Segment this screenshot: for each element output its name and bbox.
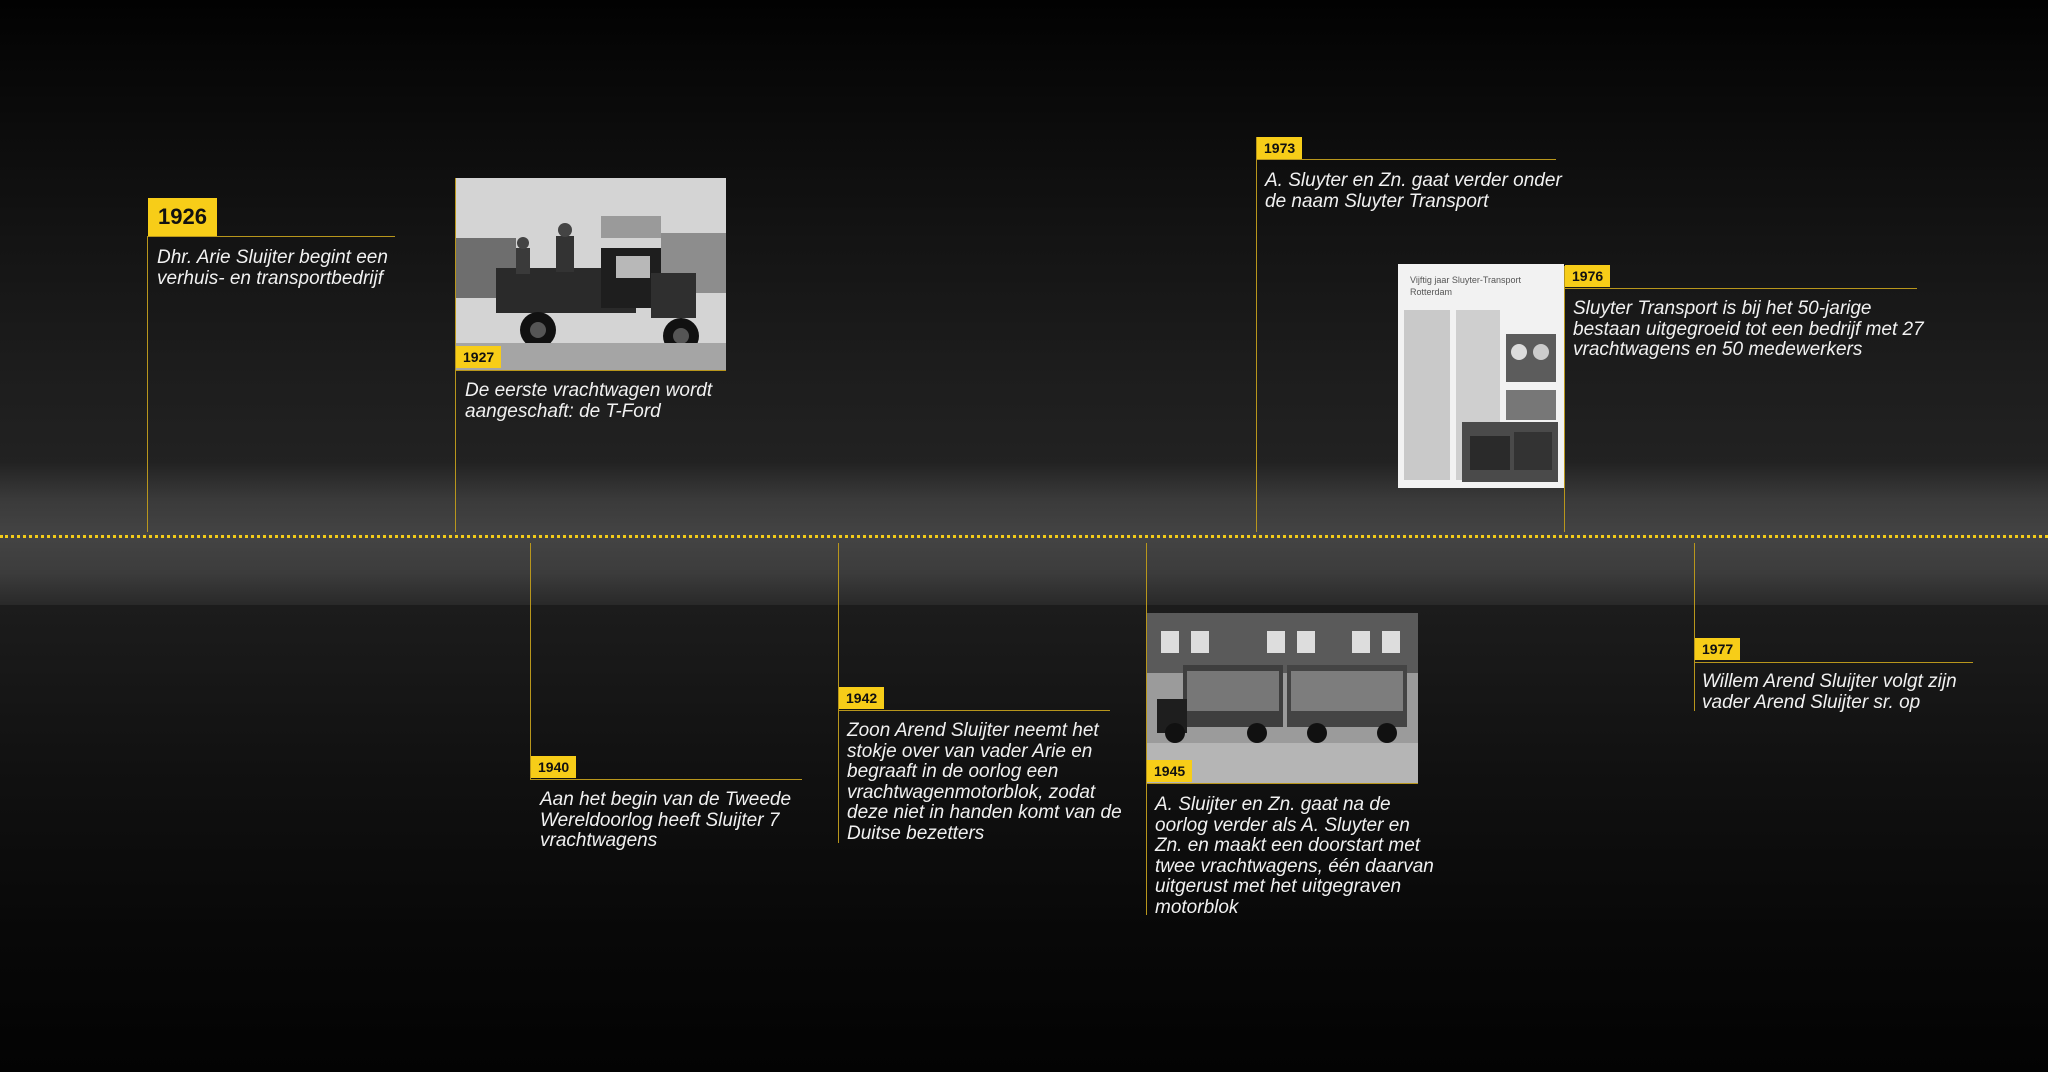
event-caption: De eerste vrachtwagen wordt aangeschaft: de T-Ford	[465, 380, 713, 422]
event-caption: A. Sluijter en Zn. gaat na de oorlog verder als A. Sluyter en Zn. en maakt een doorstart met twee vrachtwagens, één daarvan uitgerust met het uitgegraven motorblok	[1155, 794, 1434, 918]
event-connector	[1564, 266, 1565, 532]
event-caption: Dhr. Arie Sluijter begint een verhuis- en transportbedrijf	[157, 247, 388, 289]
year-badge: 1940	[531, 756, 576, 778]
event-underline	[1256, 159, 1556, 160]
timeline-axis	[0, 535, 2048, 538]
event-underline	[455, 370, 726, 371]
truck-photo-1945	[1147, 613, 1418, 783]
event-caption: Aan het begin van de Tweede Wereldoorlog heeft Sluijter 7 vrachtwagens	[540, 789, 792, 851]
year-badge: 1973	[1257, 137, 1302, 159]
event-underline	[1694, 662, 1973, 663]
event-underline	[838, 710, 1110, 711]
event-connector	[530, 543, 531, 779]
event-caption: Sluyter Transport is bij het 50-jarige bestaan uitgegroeid tot een bedrijf met 27 vrachtwagens en 50 medewerkers	[1573, 298, 1924, 360]
year-badge: 1945	[1147, 760, 1192, 782]
event-connector	[1256, 137, 1257, 532]
event-caption: A. Sluyter en Zn. gaat verder onder de naam Sluyter Transport	[1265, 170, 1562, 212]
event-underline	[1146, 783, 1418, 784]
newspaper-headline	[1410, 274, 1521, 298]
newspaper-clipping	[1398, 264, 1564, 488]
year-badge: 1942	[839, 687, 884, 709]
event-connector	[1694, 543, 1695, 711]
event-underline	[147, 236, 395, 237]
event-underline	[1564, 288, 1917, 289]
dark-background	[0, 0, 2048, 470]
event-underline	[530, 779, 802, 780]
year-badge: 1926	[148, 198, 217, 236]
year-badge: 1977	[1695, 638, 1740, 660]
newspaper-headline-line2: Rotterdam	[1410, 287, 1453, 297]
event-connector	[147, 236, 148, 532]
event-caption: Zoon Arend Sluijter neemt het stokje over van vader Arie en begraaft in de oorlog een vrachtwagenmotorblok, zodat deze niet in handen komt van de Duitse bezetters	[847, 720, 1122, 844]
truck-photo-1927	[456, 178, 726, 370]
year-badge: 1976	[1565, 265, 1610, 287]
event-caption: Willem Arend Sluijter volgt zijn vader Arend Sluijter sr. op	[1702, 671, 1957, 713]
year-badge: 1927	[456, 346, 501, 368]
newspaper-headline-line1: Vijftig jaar Sluyter-Transport	[1410, 275, 1522, 285]
